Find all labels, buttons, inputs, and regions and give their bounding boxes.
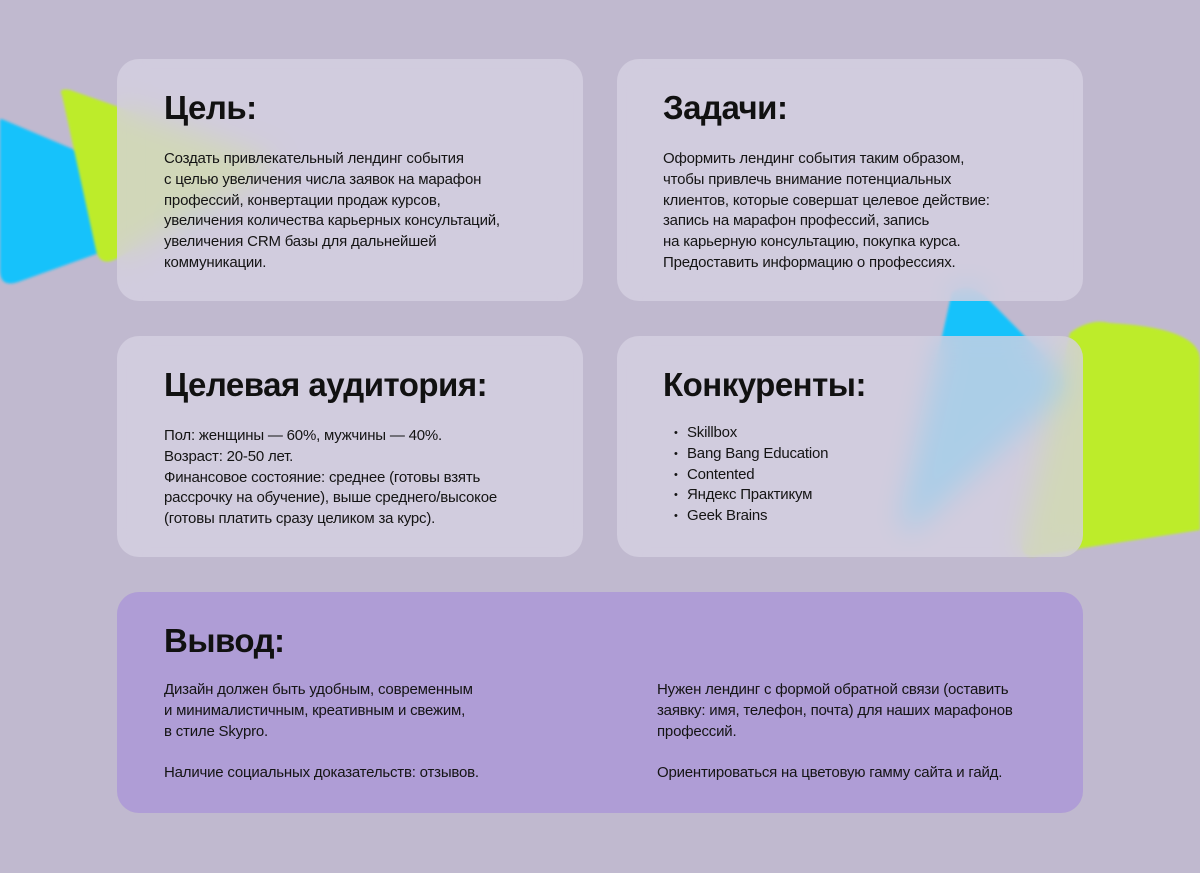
competitor-item: • Contented bbox=[687, 465, 1043, 486]
goal-text: Создать привлекательный лендинг события с целью увеличения числа заявок на марафон профессий, конвертации продаж курсов, увеличения количества карьерных консультаций, увеличения CRM базы для дальнейшей коммуникации. bbox=[164, 150, 500, 271]
tasks-text: Оформить лендинг события таким образом, чтобы привлечь внимание потенциальных клиентов, которые совершат целевое действие: запись на марафон профессий, запись на карьерную консультацию, покупка курса. Предоставить информацию о профессиях. bbox=[663, 150, 990, 271]
audience-title: Целевая аудитория: bbox=[164, 366, 488, 403]
conclusion-left-column bbox=[164, 680, 554, 784]
tasks-card bbox=[617, 59, 1083, 301]
goal-card bbox=[117, 59, 583, 301]
conclusion-left-paragraph-1: Дизайн должен быть удобным, современным и минималистичным, креативным и свежим, в стиле Skypro. bbox=[164, 681, 473, 740]
conclusion-card bbox=[117, 592, 1083, 813]
tasks-title: Задачи: bbox=[663, 89, 788, 126]
competitors-title: Конкуренты: bbox=[663, 366, 866, 403]
conclusion-right-column bbox=[657, 680, 1037, 784]
conclusion-left-paragraph-2: Наличие социальных доказательств: отзывов. bbox=[164, 764, 479, 782]
conclusion-columns bbox=[164, 680, 1037, 784]
competitors-card bbox=[617, 336, 1083, 557]
conclusion-right-paragraph-1: Нужен лендинг с формой обратной связи (оставить заявку: имя, телефон, почта) для наших марафонов профессий. bbox=[657, 681, 1013, 740]
conclusion-title: Вывод: bbox=[164, 622, 285, 659]
competitor-item: • Skillbox bbox=[687, 423, 1043, 444]
competitor-item: • Яндекс Практикум bbox=[687, 485, 1043, 506]
competitors-list bbox=[663, 423, 1043, 527]
conclusion-right-paragraph-2: Ориентироваться на цветовую гамму сайта и гайд. bbox=[657, 764, 1003, 782]
audience-card bbox=[117, 336, 583, 557]
audience-text: Пол: женщины — 60%, мужчины — 40%. Возраст: 20-50 лет. Финансовое состояние: среднее (готовы взять рассрочку на обучение), выше среднего/высокое (готовы платить сразу целиком за курс). bbox=[164, 427, 497, 528]
competitor-item: • Bang Bang Education bbox=[687, 444, 1043, 465]
competitor-item: • Geek Brains bbox=[687, 506, 1043, 527]
goal-title: Цель: bbox=[164, 89, 257, 126]
